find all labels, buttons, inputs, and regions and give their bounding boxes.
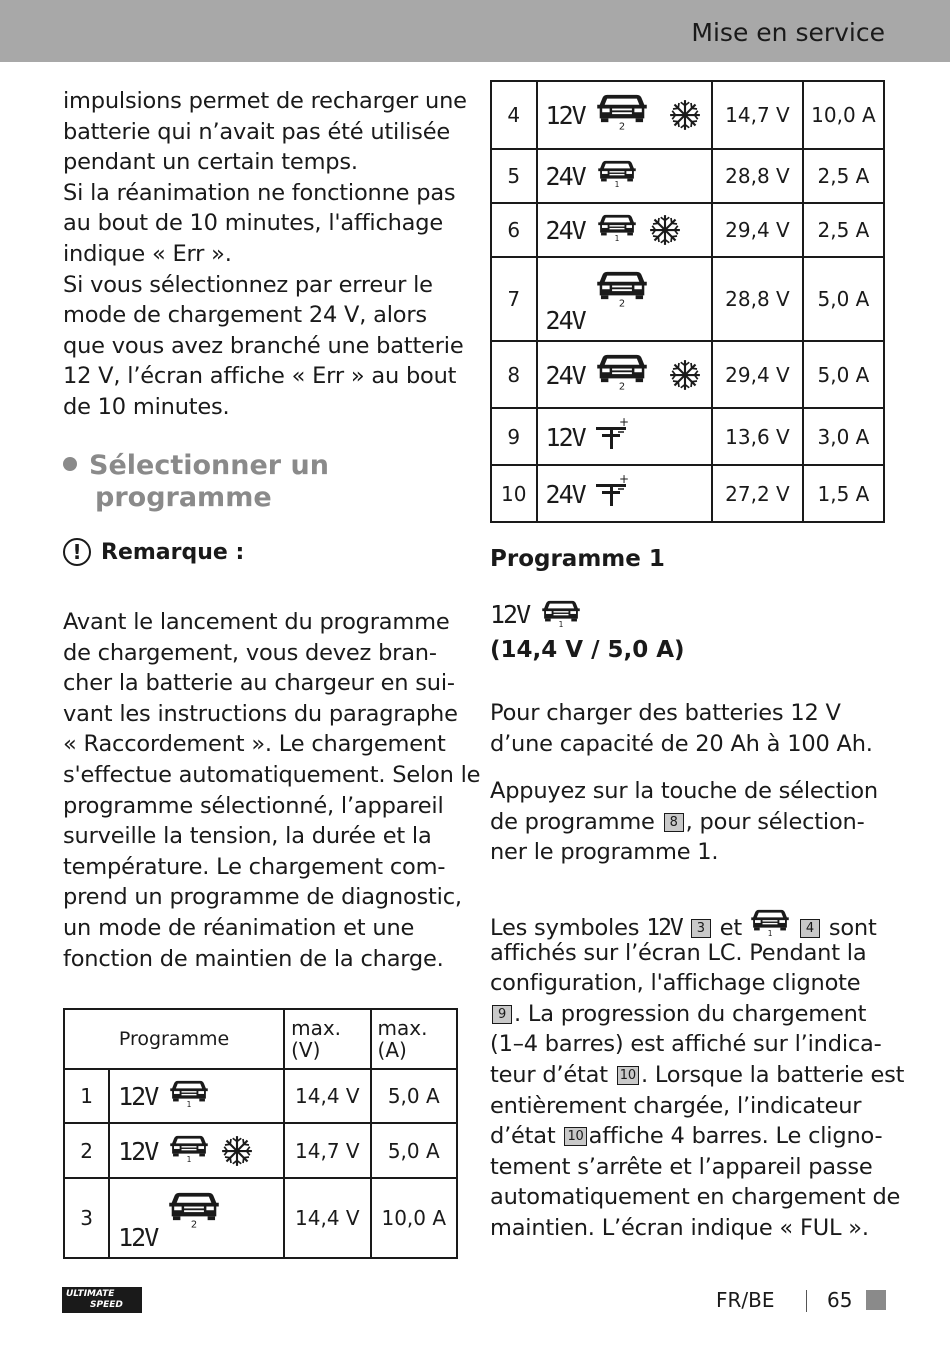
svg-text:2: 2	[618, 298, 625, 308]
program-number: 3	[64, 1178, 109, 1258]
footer-marker	[866, 1290, 886, 1310]
voltage-symbol: 12V	[118, 1082, 158, 1111]
page-header	[0, 0, 950, 62]
program-number: 5	[491, 149, 537, 203]
max-current: 5,0 A	[803, 257, 884, 341]
note-heading	[63, 538, 244, 566]
text-line: que vous avez branché une batterie	[63, 332, 464, 359]
voltage-symbol: 24V	[545, 216, 585, 245]
ref-8: 8	[664, 813, 684, 832]
text-line: Pour charger des batteries 12 V	[490, 700, 841, 726]
snowflake-icon	[648, 213, 682, 247]
program-number: 6	[491, 203, 537, 257]
program-symbols	[537, 257, 713, 341]
max-current: 10,0 A	[371, 1178, 457, 1258]
voltage-symbol: 24V	[545, 162, 585, 191]
note-label: Remarque :	[101, 539, 245, 565]
text-line: Avant le lancement du programme	[63, 609, 450, 635]
svg-text:+: +	[618, 474, 629, 486]
program-symbols	[109, 1178, 284, 1258]
note-paragraph	[63, 607, 481, 974]
program-number: 1	[64, 1069, 109, 1123]
svg-text:1: 1	[558, 620, 564, 628]
text-line: batterie qui n’avait pas été utilisée	[63, 118, 450, 145]
svg-text:1: 1	[186, 1100, 192, 1108]
car-front-icon	[596, 268, 648, 308]
max-voltage: 28,8 V	[712, 257, 803, 341]
program-1-spec: (14,4 V / 5,0 A)	[490, 637, 685, 663]
program-symbols	[537, 341, 713, 408]
program-symbols	[537, 408, 713, 465]
program-table-left	[63, 1008, 458, 1259]
intro-paragraph	[63, 86, 467, 423]
ref-10: 10	[617, 1066, 639, 1085]
text-line: prend un programme de diagnostic,	[63, 884, 462, 911]
text-line: vant les instructions du paragraphe	[63, 700, 458, 727]
text-line: de 10 minutes.	[63, 393, 230, 420]
footer-divider	[806, 1290, 807, 1312]
program-table-right	[490, 80, 885, 523]
max-voltage: 13,6 V	[712, 408, 803, 465]
text-line: impulsions permet de recharger une	[63, 88, 467, 114]
voltage-symbol: 24V	[545, 361, 585, 390]
car-icon	[540, 598, 582, 632]
max-current: 2,5 A	[803, 149, 884, 203]
svg-text:1: 1	[614, 180, 619, 188]
car-front-icon	[749, 907, 791, 937]
max-current: 1,5 A	[803, 465, 884, 522]
text-line: au bout de 10 minutes, l'affichage	[63, 210, 443, 237]
car-front-icon	[596, 91, 648, 131]
car-front-icon	[168, 1189, 220, 1229]
text-line: cher la batterie au chargeur en sui-	[63, 670, 455, 697]
max-current: 2,5 A	[803, 203, 884, 257]
text-line: fonction de maintien de la charge.	[63, 945, 444, 972]
max-voltage: 28,8 V	[712, 149, 803, 203]
svg-text:2: 2	[618, 381, 625, 391]
table-row	[491, 465, 884, 522]
text-line: 12 V, l’écran affiche « Err » au bout	[63, 363, 457, 390]
program-1-symbols	[490, 598, 590, 634]
battery-icon	[592, 474, 632, 508]
page-number: 65	[827, 1288, 853, 1312]
text-line: surveille la tension, la durée et la	[63, 823, 432, 850]
max-voltage: 14,4 V	[284, 1178, 370, 1258]
ref-10: 10	[564, 1127, 586, 1146]
max-current: 3,0 A	[803, 408, 884, 465]
program-number: 2	[64, 1123, 109, 1178]
header-max-a: max. (A)	[371, 1009, 457, 1069]
program-symbols	[537, 203, 713, 257]
program-number: 10	[491, 465, 537, 522]
table-row	[64, 1069, 457, 1123]
max-current: 10,0 A	[803, 81, 884, 149]
program-number: 8	[491, 341, 537, 408]
table-header-row	[64, 1009, 457, 1069]
svg-text:1: 1	[767, 929, 773, 937]
brand-logo: ULTIMATE SPEED	[62, 1287, 142, 1313]
program-number: 7	[491, 257, 537, 341]
text-line: indique « Err ».	[63, 240, 232, 267]
program-symbols	[537, 81, 713, 149]
car-front-icon	[168, 1133, 210, 1163]
car-front-icon	[596, 212, 638, 242]
car-icon-inline	[749, 907, 791, 935]
section-heading: Sélectionner un programme	[63, 450, 329, 514]
table-row	[491, 257, 884, 341]
header-programme: Programme	[64, 1009, 284, 1069]
table-row	[491, 408, 884, 465]
table-row	[64, 1123, 457, 1178]
snowflake-icon	[668, 98, 702, 132]
p3-paragraph: Les symboles 12V 3 et 1 4 sont affichés sur l’écran LC. Pendant la configuration, l'affichage clignote 9 . La progression du chargement (1–4 barres) est affiché sur l’indica- teur d’état 10 . Lorsque la batterie est entièrement chargée, l’indicateur d’état 10 affiche 4 barres. Le cligno- tement s’arrête et l’appareil passe automatiquement en chargement de maintien. L’écran indique « FUL ».	[490, 907, 890, 1244]
text-line: « Raccordement ». Le chargement	[63, 731, 446, 758]
table-row	[491, 203, 884, 257]
exclamation-icon: !	[63, 538, 91, 566]
program-number: 4	[491, 81, 537, 149]
text-line: d’une capacité de 20 Ah à 100 Ah.	[490, 730, 873, 757]
text-line: mode de chargement 24 V, alors	[63, 302, 427, 329]
max-voltage: 14,4 V	[284, 1069, 370, 1123]
max-voltage: 27,2 V	[712, 465, 803, 522]
program-symbols	[109, 1069, 284, 1123]
svg-text:2: 2	[618, 121, 625, 131]
snowflake-icon	[220, 1134, 254, 1168]
text-line: Si vous sélectionnez par erreur le	[63, 271, 433, 298]
text-line: température. Le chargement com-	[63, 853, 446, 880]
car-front-icon	[540, 598, 582, 628]
text-line: Si la réanimation ne fonctionne pas	[63, 179, 456, 206]
svg-text:1: 1	[614, 234, 619, 242]
ref-9: 9	[492, 1005, 512, 1024]
car-front-icon	[596, 351, 648, 391]
max-voltage: 14,7 V	[284, 1123, 370, 1178]
svg-text:+: +	[618, 417, 629, 429]
max-current: 5,0 A	[371, 1123, 457, 1178]
table-row	[491, 81, 884, 149]
voltage-symbol: 12V	[545, 423, 585, 452]
table-row	[491, 149, 884, 203]
bullet-icon	[63, 457, 77, 471]
voltage-symbol: 24V	[545, 480, 585, 509]
text-line: programme sélectionné, l’appareil	[63, 792, 444, 819]
program-symbols	[537, 465, 713, 522]
max-voltage: 14,7 V	[712, 81, 803, 149]
voltage-symbol: 12V	[545, 101, 585, 130]
svg-text:2: 2	[190, 1219, 198, 1229]
ref-4: 4	[800, 919, 820, 938]
max-current: 5,0 A	[803, 341, 884, 408]
header-title: Mise en service	[691, 18, 885, 47]
language-code: FR/BE	[716, 1288, 775, 1312]
car-front-icon	[596, 158, 638, 188]
volt-12v-symbol-inline: 12V	[646, 915, 682, 941]
max-voltage: 29,4 V	[712, 203, 803, 257]
max-voltage: 29,4 V	[712, 341, 803, 408]
svg-text:1: 1	[186, 1155, 192, 1163]
header-max-v: max. (V)	[284, 1009, 370, 1069]
ref-3: 3	[691, 919, 711, 938]
program-symbols	[109, 1123, 284, 1178]
voltage-symbol: 12V	[118, 1223, 158, 1252]
table-row	[64, 1178, 457, 1258]
program-number: 9	[491, 408, 537, 465]
car-front-icon	[168, 1078, 210, 1108]
program-1-heading: Programme 1	[490, 546, 665, 572]
table-row	[491, 341, 884, 408]
volt-12v-symbol: 12V	[490, 600, 530, 629]
battery-icon	[592, 417, 632, 451]
p2-paragraph: Appuyez sur la touche de sélection de programme 8 , pour sélection- ner le programme 1.	[490, 778, 878, 866]
text-line: s'effectue automatiquement. Selon le	[63, 761, 481, 788]
text-line: de chargement, vous devez bran-	[63, 639, 437, 666]
voltage-symbol: 24V	[545, 306, 585, 335]
voltage-symbol: 12V	[118, 1137, 158, 1166]
max-current: 5,0 A	[371, 1069, 457, 1123]
program-symbols	[537, 149, 713, 203]
snowflake-icon	[668, 358, 702, 392]
text-line: un mode de réanimation et une	[63, 914, 415, 941]
text-line: pendant un certain temps.	[63, 149, 358, 176]
p1-paragraph	[490, 698, 890, 759]
